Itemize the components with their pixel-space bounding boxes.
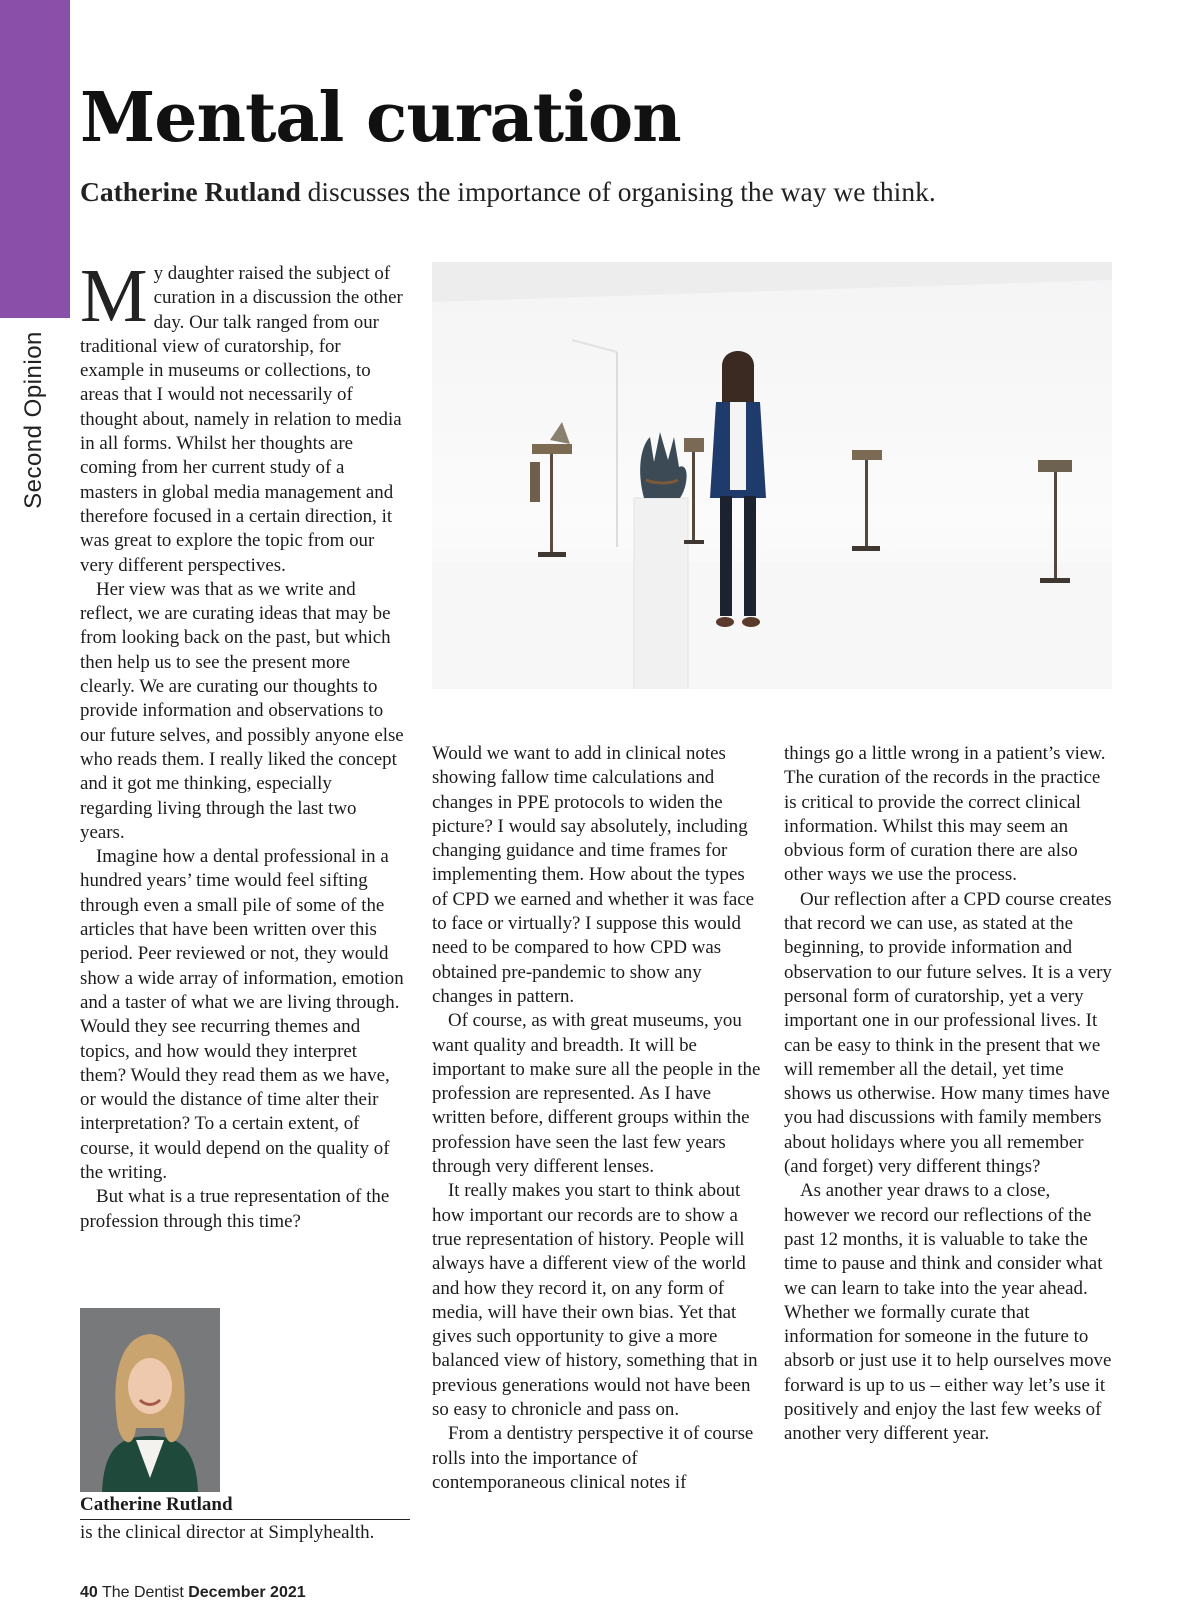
gallery-illustration: [432, 262, 1112, 689]
paragraph: As another year draws to a close, however we record our reflections of the past 12 months, it is valuable to take the time to pause and think and consider what we can learn to take into the year ahead. Whether we formally curate that information for someone in the future to absorb or just use it to help ourselves move forward is up to us – either way let’s use it positively and enjoy the last few weeks of another very different year.: [784, 1180, 1112, 1445]
standfirst-text: discusses the importance of organising the way we think.: [300, 176, 936, 207]
article-column-3: [784, 742, 1114, 1447]
author-portrait: [80, 1308, 220, 1492]
paragraph: Of course, as with great museums, you want quality and breadth. It will be important to make sure all the people in the profession are represented. As I have written before, different groups within the profession have seen the last few years through very different lenses.: [432, 1010, 761, 1178]
paragraph-text: y daughter raised the subject of curation in a discussion the other day. Our talk ranged from our traditional view of curatorship, for example in museums or collections, to areas that I would not necessarily of thought about, namely in relation to media in all forms. Whilst her thoughts are coming from her current study of a masters in global media management and therefore focused in a certain direction, it was great to explore the topic from our very different perspectives.: [80, 263, 403, 576]
paragraph: From a dentistry perspective it of course rolls into the importance of contemporaneous clinical notes if: [432, 1423, 754, 1493]
paragraph: Her view was that as we write and reflect, we are curating ideas that may be from looking back on the past, but which then help us to see the present more clearly. We are curating our thoughts to provide information and observations to our future selves, and possibly anyone else who reads them. I really liked the concept and it got me thinking, especially regarding living through the last two years.: [80, 578, 404, 843]
publication-name: The Dentist: [97, 1584, 189, 1601]
standfirst: [80, 176, 936, 208]
page-footer: [80, 1584, 306, 1602]
article-column-1: [80, 254, 405, 1234]
hand-sculpture: [634, 432, 688, 689]
article-title: Mental curation: [80, 78, 681, 158]
drop-cap: M: [80, 254, 148, 338]
paragraph: things go a little wrong in a patient’s view. The curation of the records in the practice is critical to provide the correct clinical information. Whilst this may seem an obvious form of curation there are also other ways we use the process.: [784, 743, 1106, 886]
author-photo: [80, 1308, 220, 1492]
sculpture-stand: [530, 422, 572, 557]
section-color-bar: [0, 0, 70, 318]
article-column-2: [432, 742, 762, 1495]
paragraph: Imagine how a dental professional in a hundred years’ time would feel sifting through even a small pile of some of the articles that have been written over this period. Peer reviewed or not, they would show a wide array of information, emotion and a taster of what we are living through. Would they see recurring themes and topics, and how would they interpret them? Would they read them as we have, or would the distance of time alter their interpretation? To a certain extent, of course, it would depend on the quality of the writing.: [80, 846, 404, 1183]
paragraph: Our reflection after a CPD course creates that record we can use, as stated at the beginning, to provide information and observation to our future selves. It is a very personal form of curatorship, yet a very important one in our professional lives. It can be easy to think in the present that we will remember all the detail, yet time shows us otherwise. How many times have you had discussions with family members about holidays where you all remember (and forget) very different things?: [784, 888, 1112, 1178]
gallery-photo: [432, 262, 1112, 689]
paragraph: It really makes you start to think about how important our records are to show a true representation of history. People will always have a different view of the world and how they record it, on any form of media, will have their own bias. Yet that gives such opportunity to give a more balanced view of history, something that in previous generations would not have been so easy to chronicle and pass on.: [432, 1180, 758, 1421]
paragraph: Would we want to add in clinical notes showing fallow time calculations and changes in PPE protocols to widen the picture? I would say absolutely, including changing guidance and time frames for implementing them. How about the types of CPD we earned and whether it was face to face or virtually? I suppose this would need to be compared to how CPD was obtained pre-pandemic to show any changes in pattern.: [432, 743, 755, 1007]
section-label: Second Opinion: [20, 331, 47, 509]
paragraph: But what is a true representation of the profession through this time?: [80, 1186, 390, 1232]
issue-date: December 2021: [188, 1584, 306, 1601]
page-number: 40: [80, 1584, 98, 1601]
author-name: Catherine Rutland: [80, 1493, 410, 1520]
standfirst-author: Catherine Rutland: [80, 176, 301, 207]
paragraph: [80, 254, 405, 578]
author-bio: is the clinical director at Simplyhealth.: [80, 1522, 375, 1543]
